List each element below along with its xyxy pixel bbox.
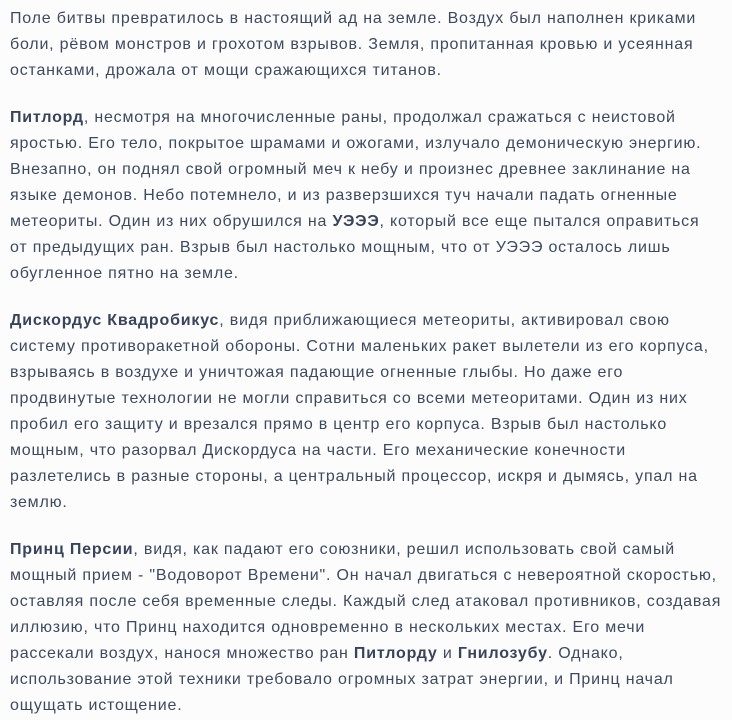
story-paragraph-2 — [10, 105, 722, 287]
story-paragraph-1 — [10, 6, 722, 84]
narrative-text: . Однако, использование этой техники требовало огромных затрат энергии, и Принц начал ощущать истощение. — [10, 645, 674, 714]
narrative-text: , видя, как падают его союзники, решил использовать свой самый мощный прием - "Водоворот Времени". Он начал двигаться с невероятной скоростью, оставляя после себя временные следы. Каждый след атаковал противников, создавая иллюзию, что Принц находится одновременно в нескольких местах. Его мечи рассекали воздух, нанося множество ран — [10, 541, 722, 662]
character-name: Питлорду — [353, 645, 438, 662]
narrative-text: , который все еще пытался оправиться от предыдущих ран. Взрыв был настолько мощным, что от УЭЭЭ осталось лишь обугленное пятно на земле. — [10, 213, 700, 282]
story-paragraph-3 — [10, 308, 722, 516]
character-name: Принц Персии — [10, 541, 134, 558]
narrative-text: Поле битвы превратилось в настоящий ад на земле. Воздух был наполнен криками боли, рёвом монстров и грохотом взрывов. Земля, пропитанная кровью и усеянная останками, дрожала от мощи сражающихся титанов. — [10, 10, 697, 79]
character-name: Гнилозубу — [457, 645, 548, 662]
narrative-text: , видя приближающиеся метеориты, активировал свою систему противоракетной обороны. Сотни маленьких ракет вылетели из его корпуса, взрываясь в воздухе и уничтожая падающие огненные глыбы. Но даже его продвинутые технологии не могли справиться со всеми метеоритами. Один из них пробил его защиту и врезался прямо в центр его корпуса. Взрыв был настолько мощным, что разорвал Дискордуса на части. Его механические конечности разлетелись в разные стороны, а центральный процессор, искря и дымясь, упал на землю. — [10, 312, 709, 511]
narrative-text: и — [437, 645, 458, 662]
character-name: Дискордус Квадробикус — [10, 312, 220, 329]
story-paragraph-4 — [10, 537, 722, 719]
character-name: Питлорд — [10, 109, 84, 126]
character-name: УЭЭЭ — [332, 213, 380, 230]
narrative-text: , несмотря на многочисленные раны, продолжал сражаться с неистовой яростью. Его тело, покрытое шрамами и ожогами, излучало демоническую энергию. Внезапно, он поднял свой огромный меч к небу и произнес древнее заклинание на языке демонов. Небо потемнело, и из разверзшихся туч начали падать огненные метеориты. Один из них обрушился на — [10, 109, 702, 230]
